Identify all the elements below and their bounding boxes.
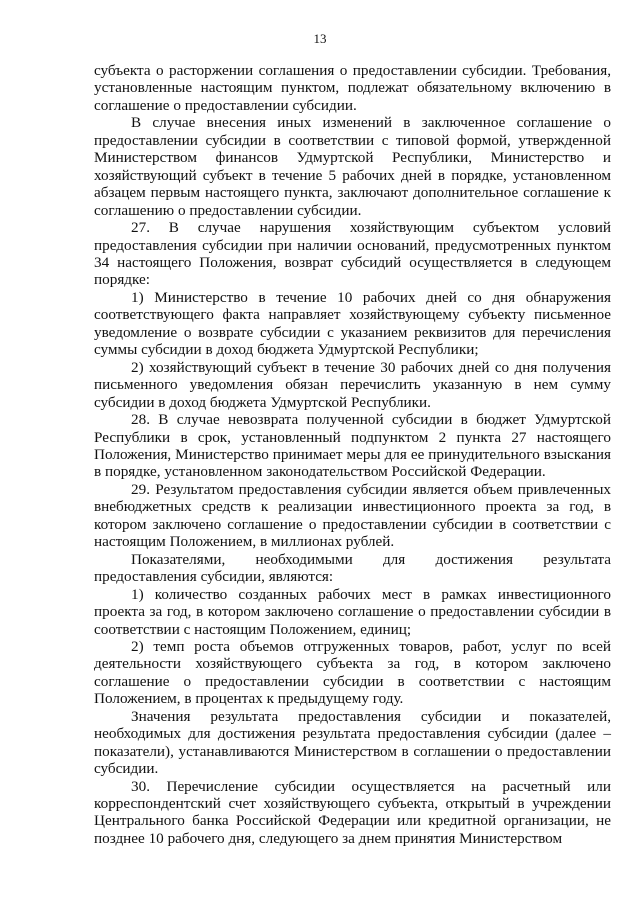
paragraph-clause-30: 30. Перечисление субсидии осуществляется на расчетный или корреспондентский счет хозяйствующего субъекта, открытый в учреждении Центрального банка Российской Федерации или кредитной организации, не позднее 10 рабочего дня, следующего за днем принятия Министерством (94, 777, 611, 847)
paragraph-continuation: субъекта о расторжении соглашения о предоставлении субсидии. Требования, установленные настоящим пунктом, подлежат обязательному включению в соглашение о предоставлении субсидии. (94, 62, 611, 114)
paragraph-clause-27-item-2: 2) хозяйствующий субъект в течение 30 рабочих дней со дня получения письменного уведомления обязан перечислить указанную в нем сумму субсидии в доход бюджета Удмуртской Республики. (94, 358, 611, 411)
paragraph-amendments: В случае внесения иных изменений в заключенное соглашение о предоставлении субсидии в соответствии с типовой формой, утвержденной Министерством финансов Удмуртской Республики, Министерство и хозяйствующий субъект в течение 5 рабочих дней в порядке, установленном абзацем первым настоящего пункта, заключают дополнительное соглашение к соглашению о предоставлении субсидии. (94, 114, 611, 219)
paragraph-indicators-intro: Показателями, необходимыми для достижения результата предоставления субсидии, являются: (94, 550, 611, 586)
page-number: 13 (313, 31, 327, 46)
paragraph-clause-29: 29. Результатом предоставления субсидии является объем привлеченных внебюджетных средств к реализации инвестиционного проекта за год, в котором заключено соглашение о предоставлении субсидии в соответствии с настоящим Положением, в миллионах рублей. (94, 480, 611, 551)
paragraph-clause-27: 27. В случае нарушения хозяйствующим субъектом условий предоставления субсидии при наличии оснований, предусмотренных пунктом 34 настоящего Положения, возврат субсидий осуществляется в следующем порядке: (94, 219, 611, 289)
paragraph-indicator-1: 1) количество созданных рабочих мест в рамках инвестиционного проекта за год, в котором заключено соглашение о предоставлении субсидии в соответствии с настоящим Положением, единиц; (94, 585, 611, 638)
paragraph-indicator-2: 2) темп роста объемов отгруженных товаров, работ, услуг по всей деятельности хозяйствующего субъекта за год, в котором заключено соглашение о предоставлении субсидии в соответствии с настоящим Положением, в процентах к предыдущему году. (94, 637, 611, 708)
document-body (94, 62, 611, 847)
paragraph-indicator-values: Значения результата предоставления субсидии и показателей, необходимых для достижения результата предоставления субсидии (далее – показатели), устанавливаются Министерством в соглашении о предоставлении субсидии. (94, 707, 611, 778)
paragraph-clause-27-item-1: 1) Министерство в течение 10 рабочих дней со дня обнаружения соответствующего факта направляет хозяйствующему субъекту письменное уведомление о возврате субсидии с указанием реквизитов для перечисления суммы субсидии в доход бюджета Удмуртской Республики; (94, 288, 611, 359)
paragraph-clause-28: 28. В случае невозврата полученной субсидии в бюджет Удмуртской Республики в срок, установленный подпунктом 2 пункта 27 настоящего Положения, Министерство принимает меры для ее принудительного взыскания в порядке, установленном законодательством Российской Федерации. (94, 411, 611, 481)
